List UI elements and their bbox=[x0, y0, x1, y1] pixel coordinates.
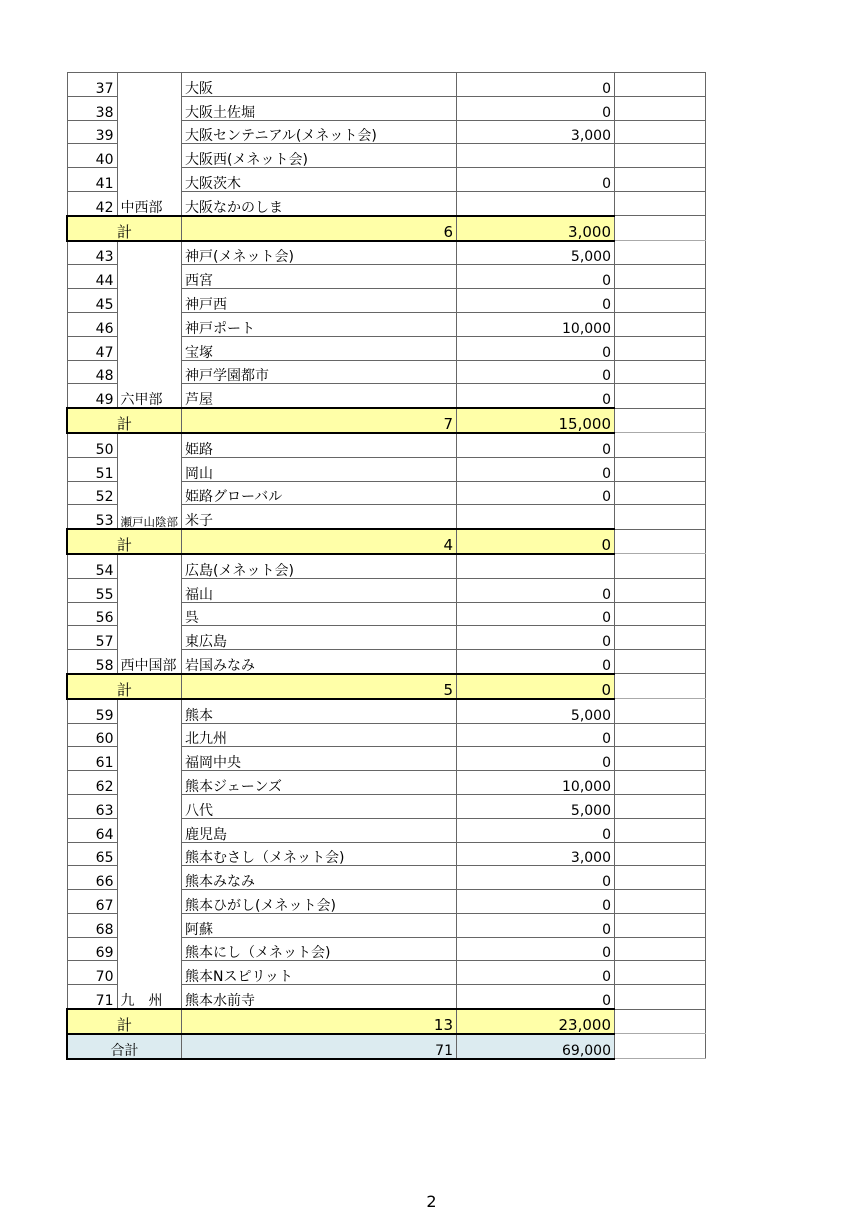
club-number: 61 bbox=[67, 747, 117, 771]
grand-total-count: 71 bbox=[182, 1034, 457, 1059]
club-row bbox=[67, 73, 706, 97]
donation-amount: 0 bbox=[457, 168, 615, 192]
donation-amount: 0 bbox=[457, 818, 615, 842]
club-name: 大阪なかのしま bbox=[182, 191, 457, 215]
club-number: 48 bbox=[67, 360, 117, 384]
club-name: 姫路グローバル bbox=[182, 481, 457, 505]
club-row bbox=[67, 241, 706, 265]
blank-cell bbox=[615, 578, 706, 602]
subtotal-amount: 23,000 bbox=[457, 1009, 615, 1034]
page-number: 2 bbox=[426, 1192, 437, 1211]
blank-cell bbox=[615, 73, 706, 97]
blank-cell bbox=[615, 168, 706, 192]
subtotal-label: 計 bbox=[67, 529, 182, 554]
region-name: 中西部 bbox=[117, 73, 182, 216]
donation-amount: 0 bbox=[457, 937, 615, 961]
donation-amount: 5,000 bbox=[457, 794, 615, 818]
club-name: 阿蘇 bbox=[182, 913, 457, 937]
club-name: 鹿児島 bbox=[182, 818, 457, 842]
club-number: 57 bbox=[67, 626, 117, 650]
club-name: 広島(メネット会) bbox=[182, 554, 457, 578]
blank-cell bbox=[615, 913, 706, 937]
blank-cell bbox=[615, 985, 706, 1009]
club-number: 40 bbox=[67, 144, 117, 168]
subtotal-amount: 3,000 bbox=[457, 216, 615, 241]
club-name: 神戸学園都市 bbox=[182, 360, 457, 384]
subtotal-amount: 0 bbox=[457, 529, 615, 554]
club-number: 63 bbox=[67, 794, 117, 818]
subtotal-amount: 0 bbox=[457, 674, 615, 699]
subtotal-count: 7 bbox=[182, 408, 457, 433]
donation-amount: 0 bbox=[457, 336, 615, 360]
club-name: 八代 bbox=[182, 794, 457, 818]
blank-cell bbox=[615, 650, 706, 674]
blank-cell bbox=[615, 961, 706, 985]
subtotal-label: 計 bbox=[67, 408, 182, 433]
subtotal-label: 計 bbox=[67, 674, 182, 699]
donation-amount: 5,000 bbox=[457, 241, 615, 265]
club-name: 神戸(メネット会) bbox=[182, 241, 457, 265]
blank-cell bbox=[615, 191, 706, 215]
club-name: 東広島 bbox=[182, 626, 457, 650]
donation-amount: 0 bbox=[457, 360, 615, 384]
subtotal-label: 計 bbox=[67, 216, 182, 241]
blank-cell bbox=[615, 747, 706, 771]
club-name: 熊本Nスピリット bbox=[182, 961, 457, 985]
blank-cell bbox=[615, 144, 706, 168]
club-name: 熊本むさし（メネット会) bbox=[182, 842, 457, 866]
blank-cell bbox=[615, 794, 706, 818]
club-number: 43 bbox=[67, 241, 117, 265]
club-name: 福山 bbox=[182, 578, 457, 602]
subtotal-count: 13 bbox=[182, 1009, 457, 1034]
club-name: 宝塚 bbox=[182, 336, 457, 360]
blank-cell bbox=[615, 866, 706, 890]
blank-cell bbox=[615, 554, 706, 578]
blank-cell bbox=[615, 1034, 706, 1059]
donation-amount: 0 bbox=[457, 457, 615, 481]
club-number: 44 bbox=[67, 265, 117, 289]
club-number: 42 bbox=[67, 191, 117, 215]
club-name: 熊本水前寺 bbox=[182, 985, 457, 1009]
club-number: 62 bbox=[67, 771, 117, 795]
club-name: 神戸ポート bbox=[182, 312, 457, 336]
subtotal-count: 5 bbox=[182, 674, 457, 699]
club-name: 熊本にし（メネット会) bbox=[182, 937, 457, 961]
club-name: 岡山 bbox=[182, 457, 457, 481]
blank-cell bbox=[615, 529, 706, 554]
club-number: 71 bbox=[67, 985, 117, 1009]
club-name: 神戸西 bbox=[182, 289, 457, 313]
club-number: 50 bbox=[67, 433, 117, 457]
blank-cell bbox=[615, 505, 706, 529]
club-name: 米子 bbox=[182, 505, 457, 529]
blank-cell bbox=[615, 602, 706, 626]
blank-cell bbox=[615, 626, 706, 650]
donation-amount: 0 bbox=[457, 73, 615, 97]
blank-cell bbox=[615, 336, 706, 360]
blank-cell bbox=[615, 241, 706, 265]
donation-amount: 0 bbox=[457, 96, 615, 120]
club-name: 呉 bbox=[182, 602, 457, 626]
donation-amount bbox=[457, 505, 615, 529]
club-name: 大阪 bbox=[182, 73, 457, 97]
subtotal-row bbox=[67, 1009, 706, 1034]
club-number: 67 bbox=[67, 890, 117, 914]
donation-amount: 0 bbox=[457, 602, 615, 626]
blank-cell bbox=[615, 1009, 706, 1034]
donation-amount: 0 bbox=[457, 961, 615, 985]
club-number: 66 bbox=[67, 866, 117, 890]
blank-cell bbox=[615, 312, 706, 336]
club-number: 49 bbox=[67, 384, 117, 408]
blank-cell bbox=[615, 699, 706, 723]
donation-table bbox=[66, 72, 706, 1060]
blank-cell bbox=[615, 265, 706, 289]
blank-cell bbox=[615, 216, 706, 241]
grand-total-amount: 69,000 bbox=[457, 1034, 615, 1059]
club-number: 52 bbox=[67, 481, 117, 505]
club-row bbox=[67, 554, 706, 578]
club-number: 46 bbox=[67, 312, 117, 336]
club-name: 岩国みなみ bbox=[182, 650, 457, 674]
club-number: 56 bbox=[67, 602, 117, 626]
club-name: 熊本ひがし(メネット会) bbox=[182, 890, 457, 914]
club-number: 37 bbox=[67, 73, 117, 97]
region-name: 六甲部 bbox=[117, 241, 182, 409]
club-number: 51 bbox=[67, 457, 117, 481]
blank-cell bbox=[615, 890, 706, 914]
club-number: 59 bbox=[67, 699, 117, 723]
club-number: 69 bbox=[67, 937, 117, 961]
donation-amount: 0 bbox=[457, 626, 615, 650]
blank-cell bbox=[615, 842, 706, 866]
club-name: 西宮 bbox=[182, 265, 457, 289]
donation-amount: 0 bbox=[457, 481, 615, 505]
donation-amount: 0 bbox=[457, 265, 615, 289]
blank-cell bbox=[615, 96, 706, 120]
club-name: 大阪西(メネット会) bbox=[182, 144, 457, 168]
grand-total-label: 合計 bbox=[67, 1034, 182, 1059]
club-number: 65 bbox=[67, 842, 117, 866]
blank-cell bbox=[615, 289, 706, 313]
club-name: 福岡中央 bbox=[182, 747, 457, 771]
grand-total-row bbox=[67, 1034, 706, 1059]
club-name: 熊本みなみ bbox=[182, 866, 457, 890]
club-number: 47 bbox=[67, 336, 117, 360]
blank-cell bbox=[615, 674, 706, 699]
donation-amount: 0 bbox=[457, 985, 615, 1009]
blank-cell bbox=[615, 384, 706, 408]
subtotal-row bbox=[67, 216, 706, 241]
blank-cell bbox=[615, 771, 706, 795]
club-name: 大阪茨木 bbox=[182, 168, 457, 192]
blank-cell bbox=[615, 360, 706, 384]
subtotal-count: 4 bbox=[182, 529, 457, 554]
subtotal-amount: 15,000 bbox=[457, 408, 615, 433]
blank-cell bbox=[615, 457, 706, 481]
club-name: 大阪センテニアル(メネット会) bbox=[182, 120, 457, 144]
club-number: 55 bbox=[67, 578, 117, 602]
blank-cell bbox=[615, 937, 706, 961]
donation-amount: 0 bbox=[457, 384, 615, 408]
blank-cell bbox=[615, 723, 706, 747]
donation-amount: 0 bbox=[457, 913, 615, 937]
subtotal-label: 計 bbox=[67, 1009, 182, 1034]
club-name: 芦屋 bbox=[182, 384, 457, 408]
donation-amount: 0 bbox=[457, 289, 615, 313]
blank-cell bbox=[615, 481, 706, 505]
donation-amount: 10,000 bbox=[457, 312, 615, 336]
region-name: 九 州 bbox=[117, 699, 182, 1009]
subtotal-count: 6 bbox=[182, 216, 457, 241]
donation-amount: 0 bbox=[457, 890, 615, 914]
donation-amount bbox=[457, 191, 615, 215]
donation-amount: 0 bbox=[457, 433, 615, 457]
blank-cell bbox=[615, 408, 706, 433]
club-row bbox=[67, 433, 706, 457]
club-name: 北九州 bbox=[182, 723, 457, 747]
region-name: 西中国部 bbox=[117, 554, 182, 674]
blank-cell bbox=[615, 818, 706, 842]
blank-cell bbox=[615, 120, 706, 144]
donation-amount: 10,000 bbox=[457, 771, 615, 795]
club-number: 39 bbox=[67, 120, 117, 144]
subtotal-row bbox=[67, 529, 706, 554]
subtotal-row bbox=[67, 408, 706, 433]
club-number: 68 bbox=[67, 913, 117, 937]
club-row bbox=[67, 699, 706, 723]
subtotal-row bbox=[67, 674, 706, 699]
donation-amount: 3,000 bbox=[457, 120, 615, 144]
club-number: 70 bbox=[67, 961, 117, 985]
donation-amount: 0 bbox=[457, 723, 615, 747]
donation-amount: 0 bbox=[457, 866, 615, 890]
club-name: 大阪土佐堀 bbox=[182, 96, 457, 120]
club-number: 58 bbox=[67, 650, 117, 674]
club-number: 45 bbox=[67, 289, 117, 313]
blank-cell bbox=[615, 433, 706, 457]
club-number: 41 bbox=[67, 168, 117, 192]
donation-amount bbox=[457, 554, 615, 578]
donation-amount: 0 bbox=[457, 578, 615, 602]
club-number: 54 bbox=[67, 554, 117, 578]
club-name: 熊本 bbox=[182, 699, 457, 723]
donation-amount bbox=[457, 144, 615, 168]
donation-amount: 0 bbox=[457, 747, 615, 771]
club-number: 60 bbox=[67, 723, 117, 747]
region-name: 瀬戸山陰部 bbox=[117, 433, 182, 529]
club-name: 姫路 bbox=[182, 433, 457, 457]
donation-amount: 5,000 bbox=[457, 699, 615, 723]
club-number: 64 bbox=[67, 818, 117, 842]
donation-amount: 0 bbox=[457, 650, 615, 674]
donation-amount: 3,000 bbox=[457, 842, 615, 866]
club-name: 熊本ジェーンズ bbox=[182, 771, 457, 795]
club-number: 53 bbox=[67, 505, 117, 529]
club-number: 38 bbox=[67, 96, 117, 120]
